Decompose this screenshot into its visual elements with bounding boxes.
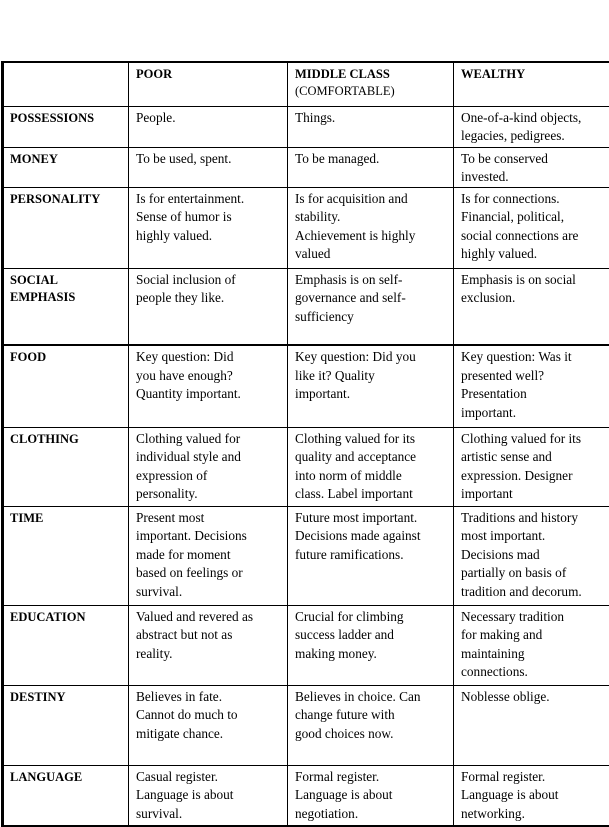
- header-row: [3, 62, 609, 106]
- header-title: WEALTHY: [461, 67, 525, 81]
- table-row-time: [3, 506, 609, 605]
- row-label: SOCIAL EMPHASIS: [3, 268, 129, 345]
- table-row-money: [3, 147, 609, 187]
- cell-poor: Key question: Did you have enough? Quantity important.: [129, 345, 288, 427]
- table-row-personality: [3, 187, 609, 268]
- row-label: LANGUAGE: [3, 765, 129, 826]
- cell-middle-class: Formal register. Language is about negotiation.: [288, 765, 454, 826]
- table-row-food: [3, 345, 609, 427]
- row-label: MONEY: [3, 147, 129, 187]
- table-row-possessions: [3, 106, 609, 147]
- table-row-destiny: [3, 685, 609, 765]
- cell-wealthy: One-of-a-kind objects, legacies, pedigrees.: [454, 106, 609, 147]
- row-label: TIME: [3, 506, 129, 605]
- cell-poor: People.: [129, 106, 288, 147]
- table-row-language: [3, 765, 609, 826]
- table-row-social-emphasis: [3, 268, 609, 345]
- header-blank: [3, 62, 129, 106]
- cell-poor: Clothing valued for individual style and expression of personality.: [129, 427, 288, 506]
- cell-middle-class: To be managed.: [288, 147, 454, 187]
- cell-poor: Valued and revered as abstract but not as reality.: [129, 605, 288, 685]
- cell-wealthy: Traditions and history most important. Decisions mad partially on basis of tradition and decorum.: [454, 506, 609, 605]
- cell-middle-class: Key question: Did you like it? Quality important.: [288, 345, 454, 427]
- header-poor: [129, 62, 288, 106]
- header-title: POOR: [136, 67, 172, 81]
- cell-middle-class: Is for acquisition and stability. Achievement is highly valued: [288, 187, 454, 268]
- cell-middle-class: Things.: [288, 106, 454, 147]
- cell-wealthy: Necessary tradition for making and maintaining connections.: [454, 605, 609, 685]
- cell-wealthy: Emphasis is on social exclusion.: [454, 268, 609, 345]
- table-row-clothing: [3, 427, 609, 506]
- header-title: MIDDLE CLASS: [295, 67, 390, 81]
- cell-poor: Present most important. Decisions made for moment based on feelings or survival.: [129, 506, 288, 605]
- cell-middle-class: Crucial for climbing success ladder and making money.: [288, 605, 454, 685]
- cell-wealthy: Formal register. Language is about networking.: [454, 765, 609, 826]
- header-wealthy: [454, 62, 609, 106]
- cell-middle-class: Clothing valued for its quality and acceptance into norm of middle class. Label important: [288, 427, 454, 506]
- cell-poor: To be used, spent.: [129, 147, 288, 187]
- cell-wealthy: To be conserved invested.: [454, 147, 609, 187]
- row-label: POSSESSIONS: [3, 106, 129, 147]
- cell-wealthy: Is for connections. Financial, political, social connections are highly valued.: [454, 187, 609, 268]
- cell-wealthy: Clothing valued for its artistic sense and expression. Designer important: [454, 427, 609, 506]
- row-label: DESTINY: [3, 685, 129, 765]
- cell-middle-class: Future most important. Decisions made against future ramifications.: [288, 506, 454, 605]
- cell-wealthy: Noblesse oblige.: [454, 685, 609, 765]
- row-label: FOOD: [3, 345, 129, 427]
- header-middle-class: [288, 62, 454, 106]
- class-comparison-table: [1, 61, 609, 827]
- cell-poor: Believes in fate. Cannot do much to mitigate chance.: [129, 685, 288, 765]
- row-label: EDUCATION: [3, 605, 129, 685]
- cell-middle-class: Emphasis is on self- governance and self- sufficiency: [288, 268, 454, 345]
- table-row-education: [3, 605, 609, 685]
- cell-wealthy: Key question: Was it presented well? Presentation important.: [454, 345, 609, 427]
- cell-middle-class: Believes in choice. Can change future with good choices now.: [288, 685, 454, 765]
- row-label: CLOTHING: [3, 427, 129, 506]
- cell-poor: Social inclusion of people they like.: [129, 268, 288, 345]
- cell-poor: Casual register. Language is about survival.: [129, 765, 288, 826]
- row-label: PERSONALITY: [3, 187, 129, 268]
- cell-poor: Is for entertainment. Sense of humor is highly valued.: [129, 187, 288, 268]
- header-subtitle: (COMFORTABLE): [295, 84, 395, 98]
